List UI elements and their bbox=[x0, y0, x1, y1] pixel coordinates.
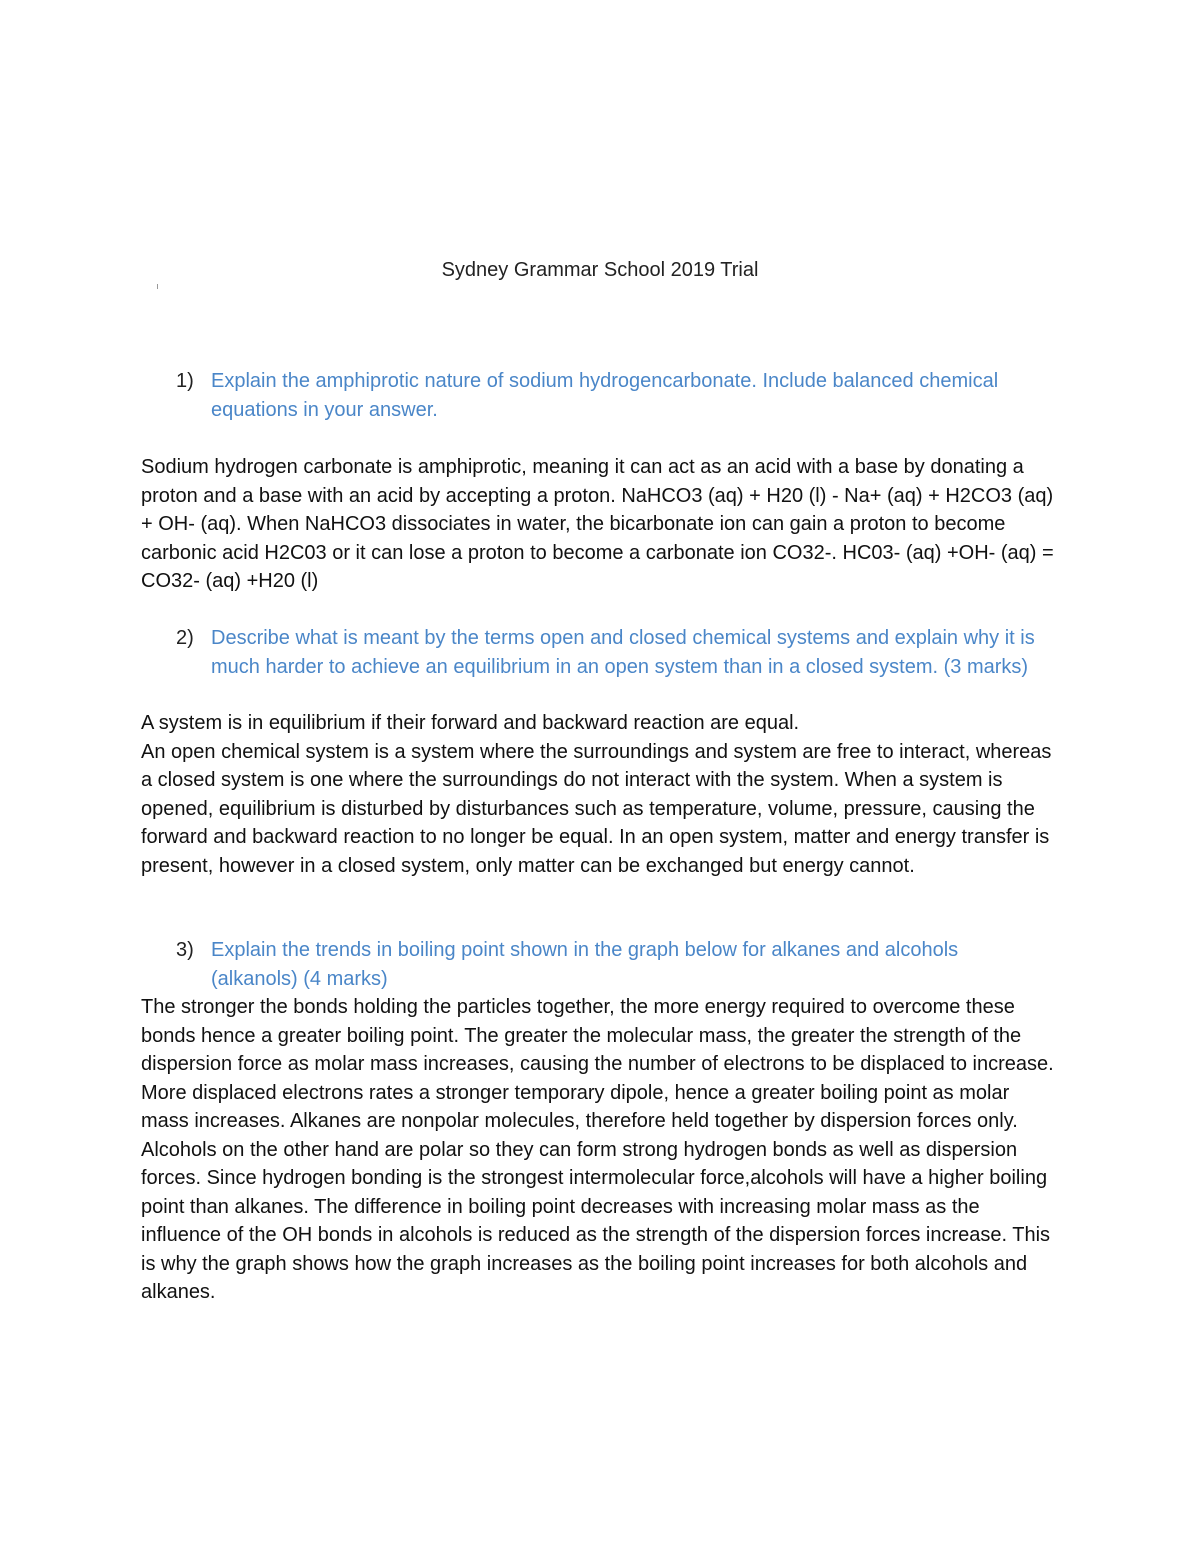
answer-paragraph: A system is in equilibrium if their forward and backward reaction are equal. bbox=[141, 712, 800, 734]
question-text: Describe what is meant by the terms open and closed chemical systems and explain why it is much harder to achieve an equilibrium in an open system than in a closed system. (3 marks) bbox=[211, 627, 1035, 678]
answer-paragraph: Sodium hydrogen carbonate is amphiprotic, meaning it can act as an acid with a base by donating a proton and a base with an acid by accepting a proton. NaHCO3 (aq) + H20 (l) - Na+ (aq) + H2CO3 (aq) + OH- (aq). When NaHCO3 dissociates in water, the bicarbonate ion can gain a proton to become carbonic acid H2C03 or it can lose a proton to become a carbonate ion CO32-. HC03- (aq) +OH- (aq) = CO32- (aq) +H20 (l) bbox=[141, 456, 1054, 592]
answer-1 bbox=[141, 453, 1061, 596]
margin-mark bbox=[157, 284, 158, 289]
answer-3 bbox=[141, 993, 1061, 1307]
question-text: Explain the amphiprotic nature of sodium hydrogencarbonate. Include balanced chemical equations in your answer. bbox=[211, 370, 999, 421]
question-2 bbox=[176, 624, 1036, 681]
answer-2 bbox=[141, 709, 1061, 880]
question-number: 1) bbox=[176, 370, 194, 392]
question-number: 2) bbox=[176, 627, 194, 649]
answer-paragraph: The stronger the bonds holding the particles together, the more energy required to overcome these bonds hence a greater boiling point. The greater the molecular mass, the greater the strength of the dispersion force as molar mass increases, causing the number of electrons to be displaced to increase. More displaced electrons rates a stronger temporary dipole, hence a greater boiling point as molar mass increases. Alkanes are nonpolar molecules, therefore held together by dispersion forces only. Alcohols on the other hand are polar so they can form strong hydrogen bonds as well as dispersion forces. Since hydrogen bonding is the strongest intermolecular force,alcohols will have a higher boiling point than alkanes. The difference in boiling point decreases with increasing molar mass as the influence of the OH bonds in alcohols is reduced as the strength of the dispersion forces increase. This is why the graph shows how the graph increases as the boiling point increases for both alcohols and alkanes. bbox=[141, 996, 1054, 1303]
question-3 bbox=[176, 936, 1036, 993]
question-text: Explain the trends in boiling point shown in the graph below for alkanes and alcohols (alkanols) (4 marks) bbox=[211, 939, 959, 990]
answer-paragraph: An open chemical system is a system where the surroundings and system are free to interact, whereas a closed system is one where the surroundings do not interact with the system. When a system is opened, equilibrium is disturbed by disturbances such as temperature, volume, pressure, causing the forward and backward reaction to no longer be equal. In an open system, matter and energy transfer is present, however in a closed system, only matter can be exchanged but energy cannot. bbox=[141, 740, 1052, 877]
document-title: Sydney Grammar School 2019 Trial bbox=[441, 259, 759, 281]
question-number: 3) bbox=[176, 939, 194, 961]
question-1 bbox=[176, 367, 1036, 424]
